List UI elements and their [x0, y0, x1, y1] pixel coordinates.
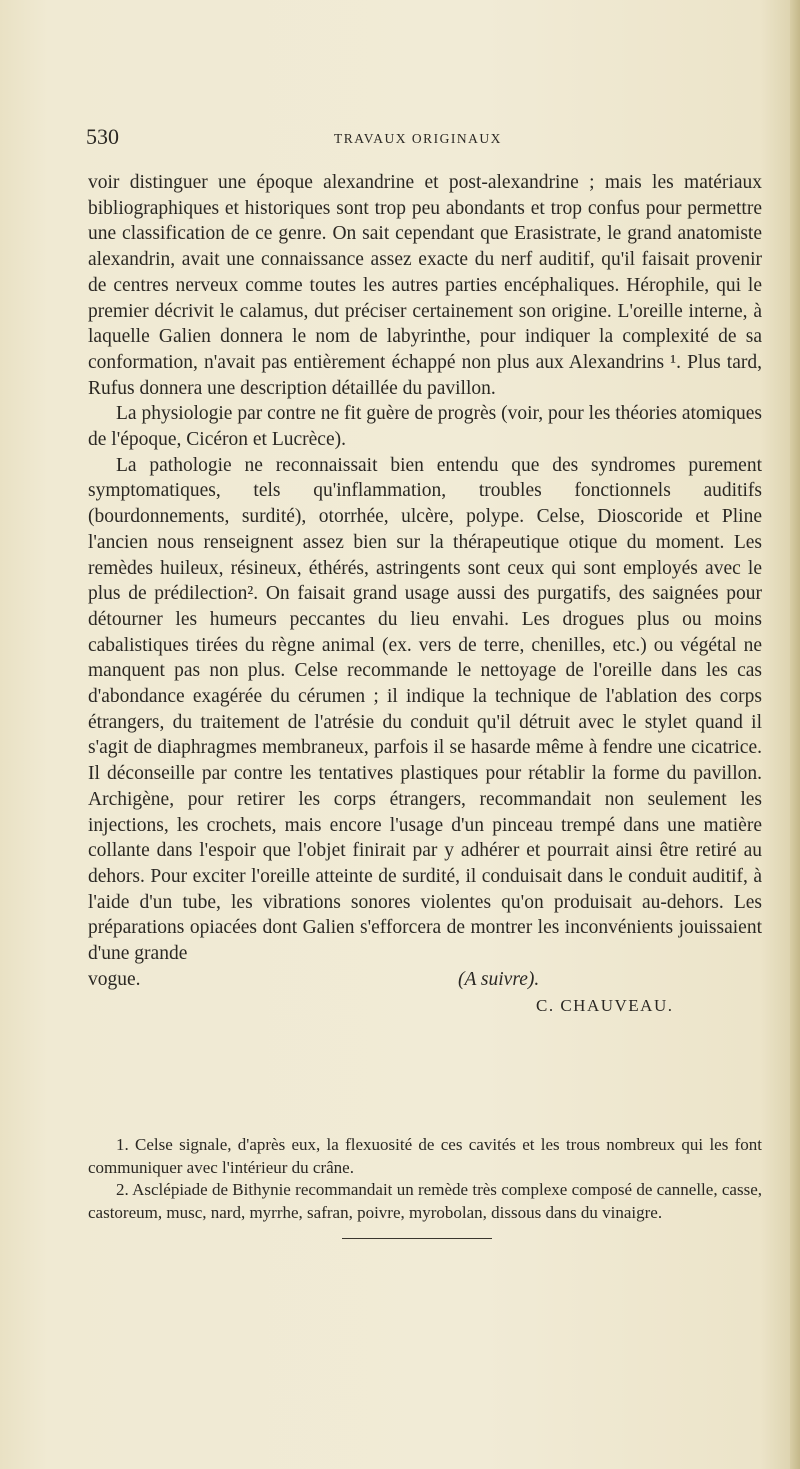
running-title: TRAVAUX ORIGINAUX: [334, 131, 502, 146]
page-header: [86, 124, 762, 154]
to-be-continued: (A suivre).: [458, 968, 540, 990]
author-signature: [88, 993, 762, 1019]
author-name: C. CHAUVEAU.: [536, 995, 674, 1015]
page-edge-shadow: [790, 0, 800, 1469]
paragraph-physiology: La physiologie par contre ne fit guère de progrès (voir, pour les théories atomiques de l'époque, Cicéron et Lucrèce).: [88, 403, 762, 451]
footnotes: [88, 1134, 762, 1224]
footnote-1: 1. Celse signale, d'après eux, la flexuosité de ces cavités et les trous nombreux qui les font communiquer avec l'intérieur du crâne.: [88, 1135, 762, 1177]
article-body: [88, 170, 762, 1019]
footnote-2: 2. Asclépiade de Bithynie recommandait un remède très complexe composé de cannelle, casse, castoreum, musc, nard, myrrhe, safran, poivre, myrobolan, dissous dans du vinaigre.: [88, 1180, 762, 1222]
paragraph-alexandrian-anatomy: voir distinguer une époque alexandrine et post-alexandrine ; mais les matériaux bibliographiques et historiques sont trop peu abondants et trop confus pour permettre une classification de ce genre. On sait cependant que Erasistrate, le grand anatomiste alexandrin, avait une connaissance assez exacte du nerf auditif, qu'il faisait provenir de centres nerveux comme toutes les autres parties encéphaliques. Hérophile, qui le premier décrivit le calamus, dut préciser certainement son origine. L'oreille interne, à laquelle Galien donnera le nom de labyrinthe, pour indiquer la complexité de sa conformation, n'avait pas entièrement échappé non plus aux Alexandrins ¹. Plus tard, Rufus donnera une description détaillée du pavillon.: [88, 172, 762, 399]
footer-rule: [342, 1238, 492, 1239]
page-number: 530: [86, 124, 119, 149]
last-word: vogue.: [88, 968, 141, 990]
closing-line: [88, 967, 762, 993]
paragraph-pathology: La pathologie ne reconnaissait bien entendu que des syndromes purement symptomatiques, tels qu'inflammation, troubles fonctionnels auditifs (bourdonnements, surdité), otorrhée, ulcère, polype. Celse, Dioscoride et Pline l'ancien nous renseignent assez bien sur la thérapeutique otique du moment. Les remèdes huileux, résineux, éthérés, astringents sont ceux qui sont employés avec le plus de prédilection². On faisait grand usage aussi des purgatifs, des saignées pour détourner les humeurs peccantes du lieu envahi. Les drogues plus ou moins cabalistiques tirées du règne animal (ex. vers de terre, chenilles, etc.) ou végétal ne manquent pas non plus. Celse recommande le nettoyage de l'oreille dans les cas d'abondance exagérée du cérumen ; il indique la technique de l'ablation des corps étrangers, du traitement de l'atrésie du conduit qu'il détruit avec le stylet quand il s'agit de diaphragmes membraneux, parfois il se hasarde même à fendre une cicatrice. Il déconseille par contre les tentatives plastiques pour rétablir la forme du pavillon. Archigène, pour retirer les corps étrangers, recommandait non seulement les injections, les crochets, mais encore l'usage d'un pinceau trempé dans une matière collante dans l'espoir que l'objet finirait par y adhérer et pourrait ainsi être retiré au dehors. Pour exciter l'oreille atteinte de surdité, il conduisait dans le conduit auditif, à l'aide d'un tube, les vibrations sonores violentes qu'on produisait au-dehors. Les préparations opiacées dont Galien s'efforcera de montrer les inconvénients jouissaient d'une grande: [88, 454, 762, 965]
